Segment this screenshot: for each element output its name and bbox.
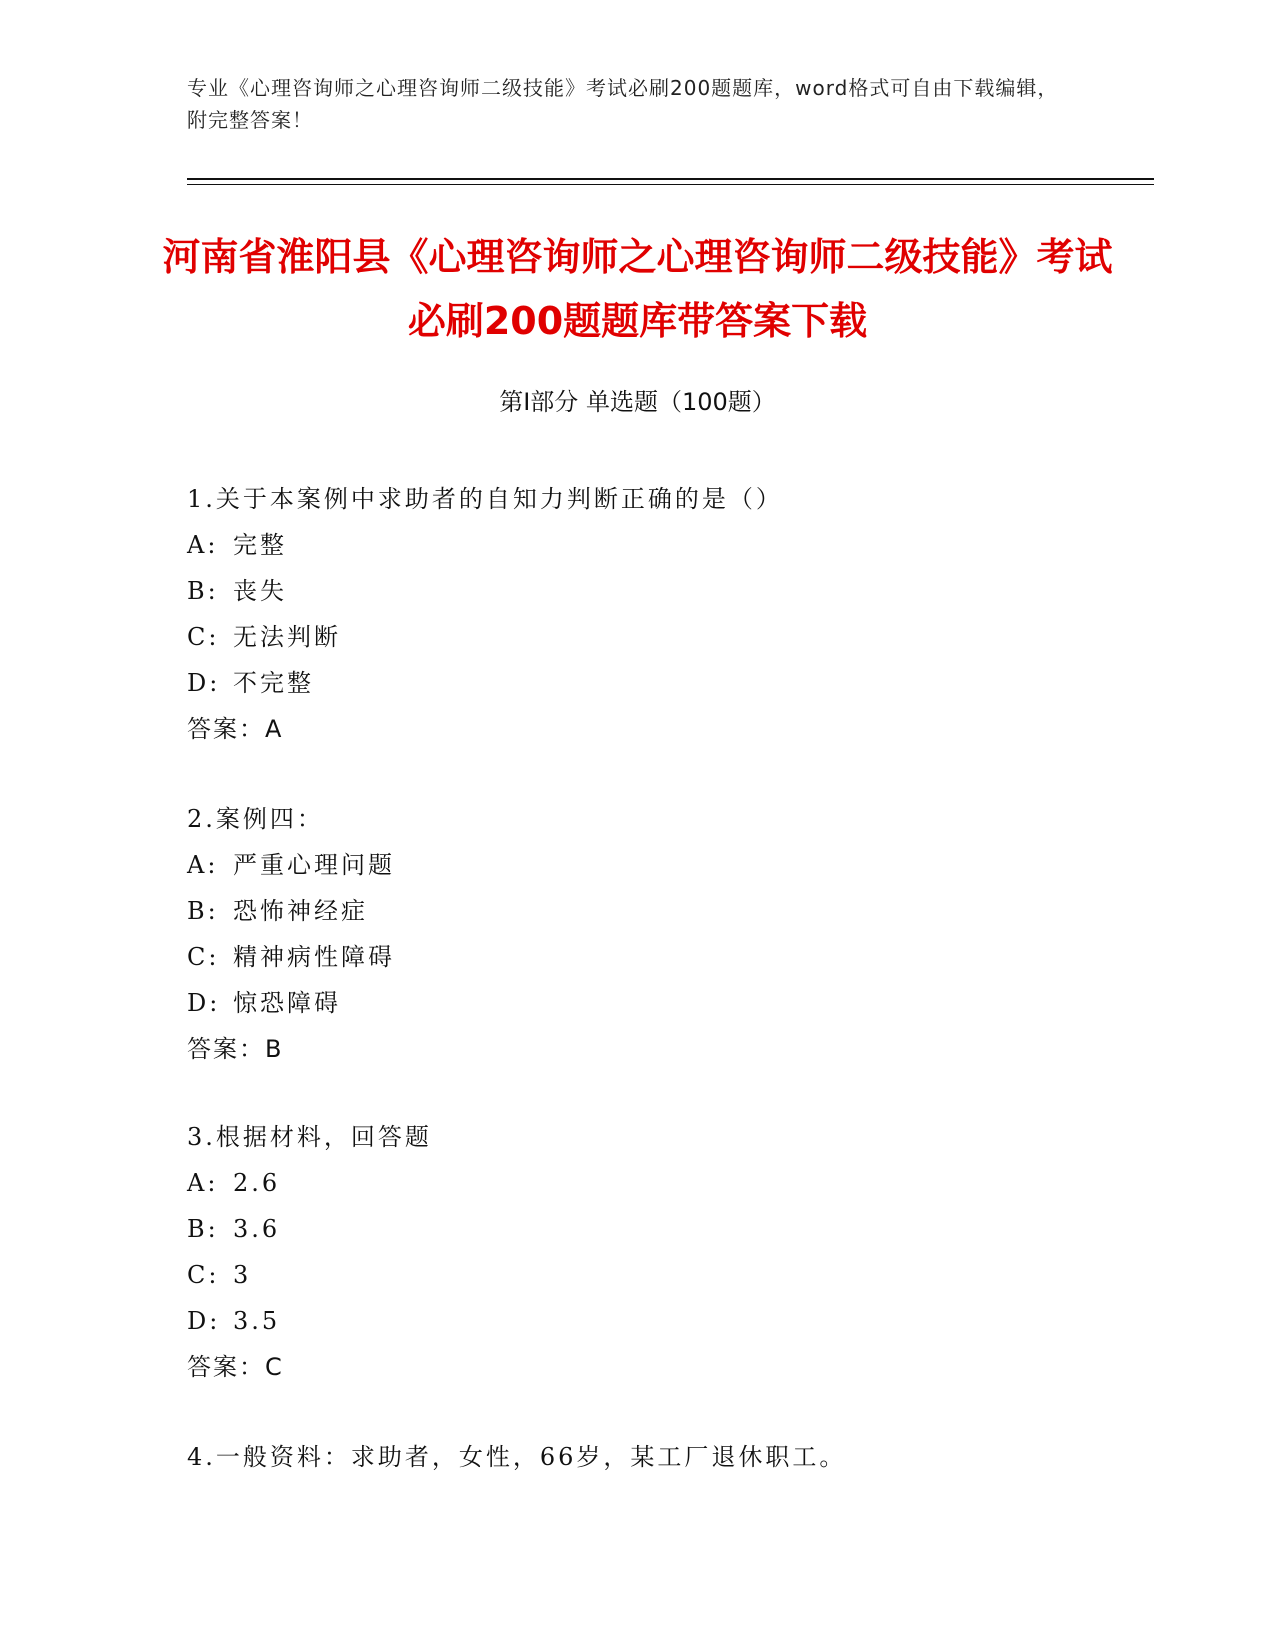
option-b [187, 1206, 1137, 1252]
option-d [187, 980, 1137, 1026]
option-c [187, 934, 1137, 980]
question-stem: 1.关于本案例中求助者的自知力判断正确的是（） [187, 485, 783, 513]
option-text: 完整 [233, 531, 287, 559]
option-text: 惊恐障碍 [233, 989, 341, 1017]
question-stem: 2.案例四： [187, 805, 324, 833]
option-label: D: [187, 1307, 221, 1335]
option-a [187, 842, 1137, 888]
question-4 [187, 1434, 1137, 1480]
option-text: 严重心理问题 [233, 851, 395, 879]
option-d [187, 660, 1137, 706]
option-label: A: [187, 1169, 219, 1197]
answer-line: 答案：B [187, 1035, 284, 1063]
option-label: C: [187, 1261, 220, 1289]
option-text: 3.5 [233, 1307, 281, 1335]
header-divider-thick [187, 178, 1154, 180]
option-label: C: [187, 943, 220, 971]
option-label: A: [187, 531, 219, 559]
option-a [187, 522, 1137, 568]
option-c [187, 1252, 1137, 1298]
answer-line: 答案：A [187, 715, 284, 743]
option-text: 无法判断 [233, 623, 341, 651]
section-heading: 第I部分 单选题（100题） [499, 388, 776, 416]
option-b [187, 568, 1137, 614]
option-a [187, 1160, 1137, 1206]
option-text: 不完整 [233, 669, 314, 697]
header-note: 专业《心理咨询师之心理咨询师二级技能》考试必刷200题题库，word格式可自由下载编辑，附完整答案！ [187, 76, 1059, 132]
option-label: D: [187, 669, 221, 697]
option-text: 恐怖神经症 [233, 897, 368, 925]
question-2 [187, 796, 1137, 1072]
option-text: 3 [233, 1261, 252, 1289]
option-label: B: [187, 1215, 219, 1243]
option-label: A: [187, 851, 219, 879]
option-label: B: [187, 577, 219, 605]
option-b [187, 888, 1137, 934]
question-stem: 3.根据材料，回答题 [187, 1123, 432, 1151]
option-label: C: [187, 623, 220, 651]
option-text: 丧失 [233, 577, 287, 605]
option-label: D: [187, 989, 221, 1017]
option-text: 精神病性障碍 [233, 943, 395, 971]
question-1 [187, 476, 1137, 752]
option-label: B: [187, 897, 219, 925]
document-title: 河南省淮阳县《心理咨询师之心理咨询师二级技能》考试必刷200题题库带答案下载 [162, 235, 1113, 343]
answer-line: 答案：C [187, 1353, 284, 1381]
question-stem: 4.一般资料：求助者，女性，66岁，某工厂退休职工。 [187, 1443, 847, 1471]
header-divider-thin [187, 184, 1154, 185]
question-3 [187, 1114, 1137, 1390]
option-text: 3.6 [233, 1215, 281, 1243]
option-d [187, 1298, 1137, 1344]
option-c [187, 614, 1137, 660]
option-text: 2.6 [233, 1169, 281, 1197]
